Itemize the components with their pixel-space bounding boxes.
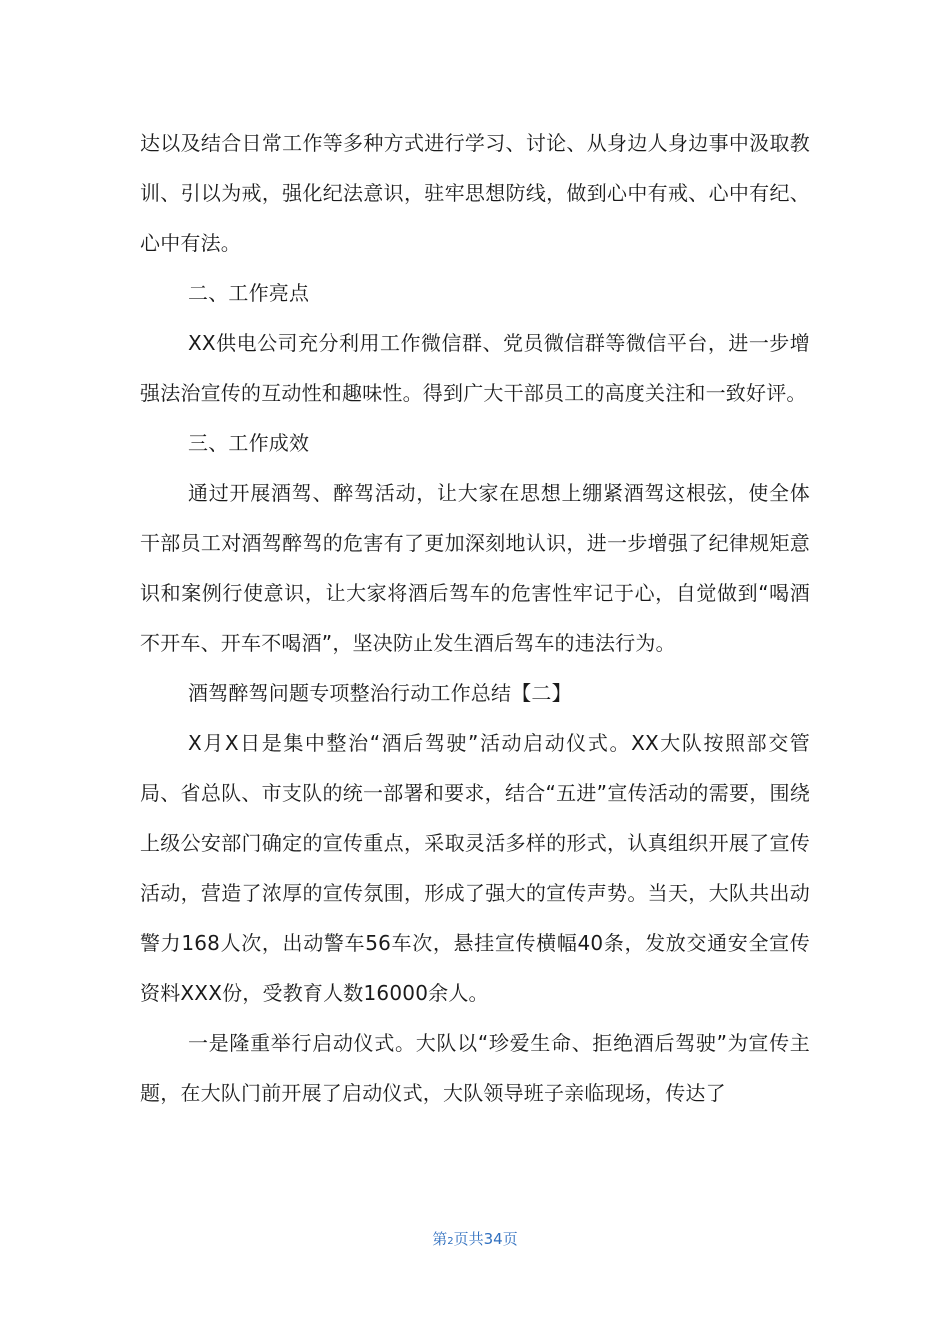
footer-total-pages: 34 <box>483 1230 503 1248</box>
paragraph-first-point: 一是隆重举行启动仪式。大队以“珍爱生命、拒绝酒后驾驶”为宣传主题，在大队门前开展了启动仪式，大队领导班子亲临现场，传达了 <box>140 1031 810 1105</box>
footer-prefix: 第 <box>432 1230 448 1248</box>
footer-page-number: 2 <box>447 1236 454 1247</box>
paragraph-launch-ceremony: X月X日是集中整治“酒后驾驶”活动启动仪式。XX大队按照部交管局、省总队、市支队的统一部署和要求，结合“五进”宣传活动的需要，围绕上级公安部门确定的宣传重点，采取灵活多样的形式，认真组织开展了宣传活动，营造了浓厚的宣传氛围，形成了强大的宣传声势。当天，大队共出动警力168人次，出动警车56车次，悬挂宣传横幅40条，发放交通安全宣传资料XXX份，受教育人数16000余人。 <box>140 731 810 1005</box>
paragraph-highlights: XX供电公司充分利用工作微信群、党员微信群等微信平台，进一步增强法治宣传的互动性和趣味性。得到广大干部员工的高度关注和一致好评。 <box>140 331 810 405</box>
section-heading-results: 三、工作成效 <box>188 431 310 455</box>
page-footer <box>0 1228 950 1249</box>
section-heading-highlights: 二、工作亮点 <box>188 281 310 305</box>
footer-middle: 页共 <box>453 1230 484 1248</box>
document-body <box>140 118 810 1118</box>
section-title-two: 酒驾醉驾问题专项整治行动工作总结【二】 <box>188 681 572 705</box>
paragraph-1: 达以及结合日常工作等多种方式进行学习、讨论、从身边人身边事中汲取教训、引以为戒，强化纪法意识，驻牢思想防线，做到心中有戒、心中有纪、心中有法。 <box>140 131 810 255</box>
footer-suffix: 页 <box>502 1230 518 1248</box>
paragraph-results: 通过开展酒驾、醉驾活动，让大家在思想上绷紧酒驾这根弦，使全体干部员工对酒驾醉驾的危害有了更加深刻地认识，进一步增强了纪律规矩意识和案例行使意识，让大家将酒后驾车的危害性牢记于心，自觉做到“喝酒不开车、开车不喝酒”，坚决防止发生酒后驾车的违法行为。 <box>140 481 810 655</box>
